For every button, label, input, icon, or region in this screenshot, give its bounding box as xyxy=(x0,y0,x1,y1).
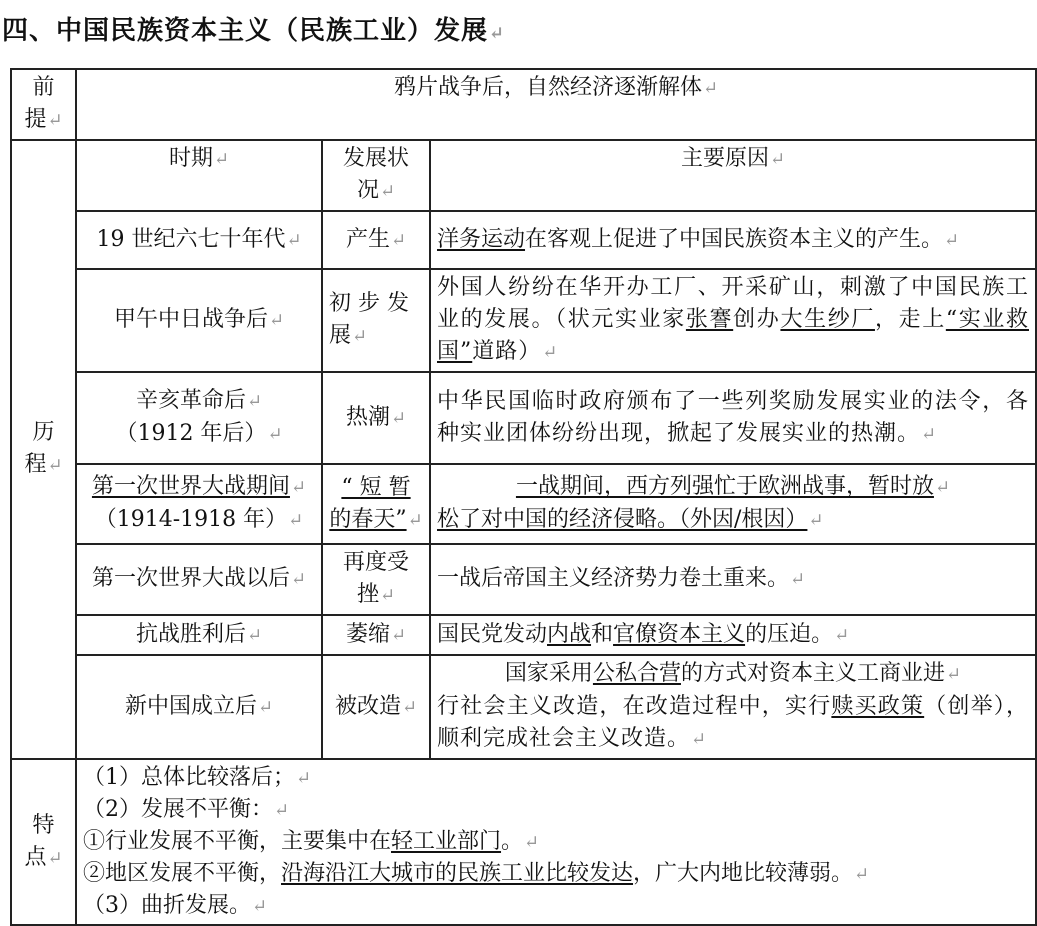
status-cell: 再度受 挫↵ xyxy=(322,544,430,615)
table-row xyxy=(11,372,1036,464)
period-cell: 19 世纪六七十年代↵ xyxy=(76,211,322,269)
period-cell: 辛亥革命后↵ （1912 年后）↵ xyxy=(76,372,322,464)
status-cell: 初 步 发 展↵ xyxy=(322,269,430,372)
table-row xyxy=(11,615,1036,655)
period-cell: 甲午中日战争后↵ xyxy=(76,269,322,372)
history-header-row xyxy=(11,140,1036,211)
development-table xyxy=(10,68,1037,926)
period-cell: 抗战胜利后↵ xyxy=(76,615,322,655)
reason-cell: 国家采用公私合营的方式对资本主义工商业进↵ 行社会主义改造，在改造过程中，实行赎买政策（创举），顺利完成社会主义改造。↵ xyxy=(430,655,1036,759)
feature-line: ②地区发展不平衡，沿海沿江大城市的民族工业比较发达，广大内地比较薄弱。↵ xyxy=(83,861,870,886)
reason-cell: 中华民国临时政府颁布了一些列奖励发展实业的法令，各种实业团体纷纷出现，掀起了发展实业的热潮。↵ xyxy=(430,372,1036,464)
section-title: 四、中国民族资本主义（民族工业）发展↵ xyxy=(2,16,506,46)
table-row xyxy=(11,464,1036,544)
status-cell: 热潮↵ xyxy=(322,372,430,464)
table-row xyxy=(11,269,1036,372)
period-cell: 第一次世界大战期间↵ （1914-1918 年）↵ xyxy=(76,464,322,544)
status-cell: 被改造↵ xyxy=(322,655,430,759)
history-label: 历 程↵ xyxy=(11,140,76,759)
table-row xyxy=(11,655,1036,759)
reason-cell: 外国人纷纷在华开办工厂、开采矿山，刺激了中国民族工业的发展。（状元实业家张謇创办大生纱厂，走上“实业救国”道路）↵ xyxy=(430,269,1036,372)
feature-line: ①行业发展不平衡，主要集中在轻工业部门。↵ xyxy=(83,829,540,854)
reason-cell: 国民党发动内战和官僚资本主义的压迫。↵ xyxy=(430,615,1036,655)
period-cell: 新中国成立后↵ xyxy=(76,655,322,759)
feature-line: （2）发展不平衡：↵ xyxy=(83,797,290,822)
status-cell: 产生↵ xyxy=(322,211,430,269)
reason-cell: 一战后帝国主义经济势力卷土重来。↵ xyxy=(430,544,1036,615)
features-row xyxy=(11,759,1036,925)
premise-content: 鸦片战争后，自然经济逐渐解体↵ xyxy=(76,69,1036,140)
feature-line: （3）曲折发展。↵ xyxy=(83,893,268,918)
premise-row xyxy=(11,69,1036,140)
header-reason: 主要原因↵ xyxy=(430,140,1036,211)
premise-label: 前 提↵ xyxy=(11,69,76,140)
table-row xyxy=(11,544,1036,615)
features-content xyxy=(76,759,1036,925)
status-cell: “ 短 暂 的春天”↵ xyxy=(322,464,430,544)
period-cell: 第一次世界大战以后↵ xyxy=(76,544,322,615)
feature-line: （1）总体比较落后；↵ xyxy=(83,765,312,790)
features-label: 特 点↵ xyxy=(11,759,76,925)
status-cell: 萎缩↵ xyxy=(322,615,430,655)
reason-cell: 洋务运动在客观上促进了中国民族资本主义的产生。↵ xyxy=(430,211,1036,269)
header-period: 时期↵ xyxy=(76,140,322,211)
table-row xyxy=(11,211,1036,269)
header-status: 发展状 况↵ xyxy=(322,140,430,211)
reason-cell: 一战期间，西方列强忙于欧洲战事，暂时放↵ 松了对中国的经济侵略。（外因/根因）↵ xyxy=(430,464,1036,544)
